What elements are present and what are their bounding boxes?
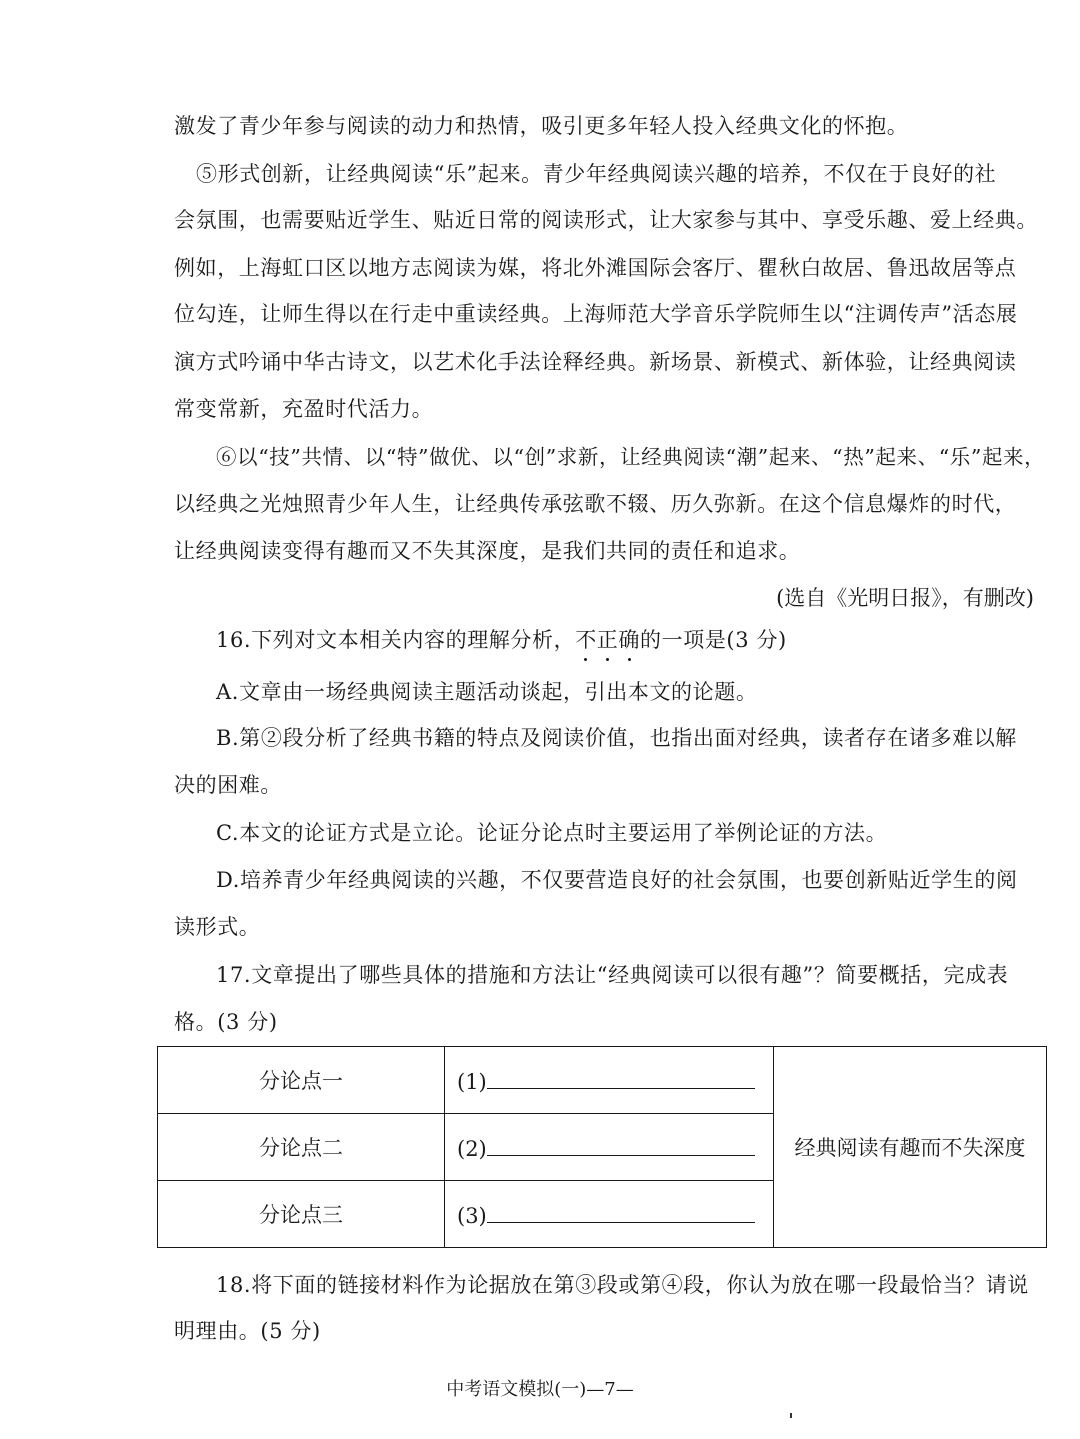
page-footer: 中考语文模拟(一)—7— <box>446 1379 634 1400</box>
emphasis-dot <box>584 658 587 661</box>
passage-line: 激发了青少年参与阅读的动力和热情，吸引更多年轻人投入经典文化的怀抱。 <box>174 114 909 138</box>
question-17-stem-line: 17.文章提出了哪些具体的措施和方法让“经典阅读可以很有趣”？简要概括，完成表 <box>216 963 1009 987</box>
paragraph-6-line: ⑥以“技”共情、以“特”做优、以“创”求新，让经典阅读“潮”起来、“热”起来、“乐”起来， <box>216 445 1046 469</box>
question-16-emphasis-text: 不正确 <box>575 628 641 652</box>
paragraph-5-line: 演方式吟诵中华古诗文，以艺术化手法诠释经典。新场景、新模式、新体验，让经典阅读 <box>174 350 1017 374</box>
question-16-stem <box>216 626 787 654</box>
paragraph-5-line: 常变常新，充盈时代活力。 <box>174 397 434 421</box>
emphasis-dot <box>606 658 609 661</box>
paragraph-5-line: 会氛围，也需要贴近学生、贴近日常的阅读形式，让大家参与其中、享受乐趣、爱上经典。 <box>174 208 1038 232</box>
option-c: C.本文的论证方式是立论。论证分论点时主要运用了举例论证的方法。 <box>216 821 888 845</box>
option-d-line: D.培养青少年经典阅读的兴趣，不仅要营造良好的社会氛围，也要创新贴近学生的阅 <box>216 868 1018 892</box>
subpoint-label: 分论点三 <box>158 1181 445 1248</box>
paragraph-6-line: 让经典阅读变得有趣而又不失其深度，是我们共同的责任和追求。 <box>174 539 801 563</box>
conclusion-cell: 经典阅读有趣而不失深度 <box>774 1047 1047 1248</box>
question-16-emphasis <box>575 628 640 652</box>
blank-number: (2) <box>457 1137 487 1161</box>
source-citation: (选自《光明日报》，有删改) <box>776 586 1034 610</box>
option-b-line: B.第②段分析了经典书籍的特点及阅读价值，也指出面对经典，读者存在诸多难以解 <box>216 726 1017 750</box>
subpoint-label: 分论点一 <box>158 1047 445 1114</box>
blank-number: (3) <box>457 1204 487 1228</box>
option-d-line: 读形式。 <box>174 915 261 939</box>
paragraph-5-line: 例如，上海虹口区以地方志阅读为媒，将北外滩国际会客厅、瞿秋白故居、鲁迅故居等点 <box>174 256 1017 280</box>
question-18-stem-line: 明理由。(5 分) <box>174 1319 321 1343</box>
answer-blank-cell[interactable] <box>445 1181 774 1248</box>
table-row <box>158 1047 1047 1114</box>
paragraph-6-line: 以经典之光烛照青少年人生，让经典传承弦歌不辍、历久弥新。在这个信息爆炸的时代， <box>174 492 1017 516</box>
option-a: A.文章由一场经典阅读主题活动谈起，引出本文的论题。 <box>216 680 758 704</box>
subpoint-label: 分论点二 <box>158 1114 445 1181</box>
answer-blank-line[interactable] <box>487 1200 755 1223</box>
answer-blank-line[interactable] <box>487 1066 755 1089</box>
answer-blank-line[interactable] <box>487 1133 755 1156</box>
option-b-line: 决的困难。 <box>174 773 282 797</box>
answer-blank-cell[interactable] <box>445 1047 774 1114</box>
question-17-stem-line: 格。(3 分) <box>174 1010 278 1034</box>
answer-blank-cell[interactable] <box>445 1114 774 1181</box>
question-16-stem-end: 的一项是(3 分) <box>640 628 787 652</box>
blank-number: (1) <box>457 1070 487 1094</box>
answer-table <box>157 1046 1047 1248</box>
question-18-stem-line: 18.将下面的链接材料作为论据放在第③段或第④段，你认为放在哪一段最恰当？请说 <box>216 1273 1029 1297</box>
paragraph-5-line: ⑤形式创新，让经典阅读“乐”起来。青少年经典阅读兴趣的培养，不仅在于良好的社 <box>196 162 997 186</box>
paragraph-5-line: 位勾连，让师生得以在行走中重读经典。上海师范大学音乐学院师生以“注调传声”活态展 <box>174 302 1018 326</box>
scan-speck <box>790 1413 792 1418</box>
question-16-stem-start: 16.下列对文本相关内容的理解分析， <box>216 628 576 652</box>
emphasis-dot <box>628 658 631 661</box>
